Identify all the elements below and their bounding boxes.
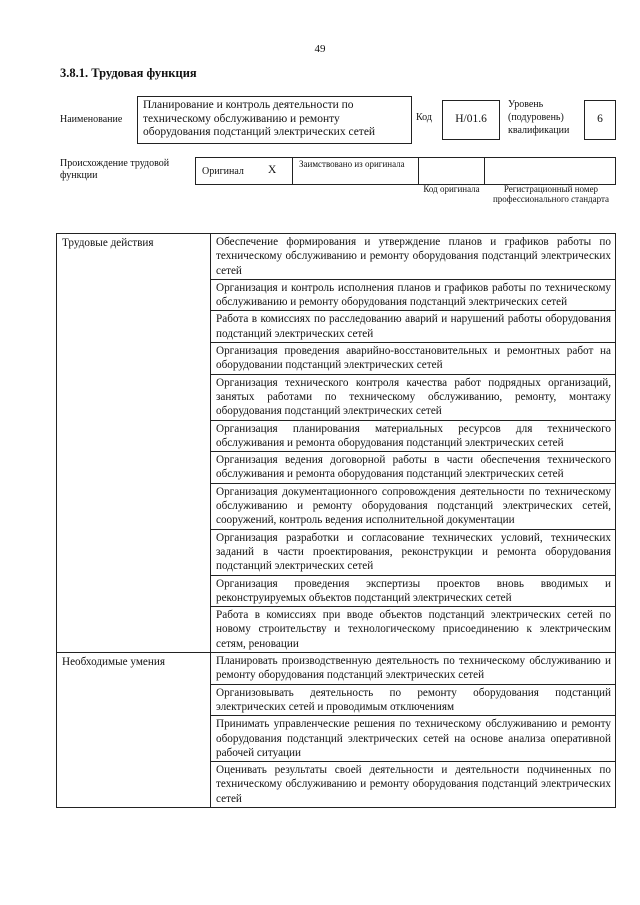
level-box [584, 100, 616, 140]
table-row [57, 653, 616, 685]
item-cell: Организация документационного сопровождения деятельности по техническому обслуживанию и ремонту оборудования подстанций электрических сетей, сооружений, контроль ведения исполнительной документации [211, 483, 616, 529]
borrowed-cell [292, 157, 419, 185]
item-cell: Оценивать результаты своей деятельности и деятельности подчиненных по техническому обслуживанию и ремонту оборудования подстанций электрических сетей [211, 762, 616, 808]
item-cell: Организовывать деятельность по ремонту оборудования подстанций электрических сетей и проводимым отключениям [211, 684, 616, 716]
section-title: 3.8.1. Трудовая функция [60, 66, 197, 80]
item-cell: Организация проведения экспертизы проектов вновь вводимых и реконструируемых объектов подстанций электрических сетей [211, 575, 616, 607]
original-cell [195, 157, 293, 185]
code-label: Код [416, 112, 432, 123]
item-cell: Принимать управленческие решения по техническому обслуживанию и ремонту оборудования подстанций электрических сетей на основе анализа оперативной рабочей ситуации [211, 716, 616, 762]
labor-function-table [56, 233, 616, 808]
origin-label: Происхождение трудовой функции [60, 158, 170, 181]
item-cell: Организация и контроль исполнения планов и графиков работы по техническому обслуживанию и ремонту оборудования подстанций электрических сетей [211, 279, 616, 311]
original-label: Оригинал [202, 166, 244, 177]
table-row [57, 234, 616, 280]
reg-number-cell [484, 157, 616, 185]
borrowed-label: Заимствовано из оригинала [299, 159, 405, 169]
item-cell: Организация технического контроля качества работ подрядных организаций, занятых работами по техническому обслуживанию, ремонту, монтажу оборудования подстанций электрических сетей [211, 374, 616, 420]
code-value: H/01.6 [455, 113, 487, 126]
category-cell: Трудовые действия [57, 234, 211, 653]
code-original-cell [418, 157, 485, 185]
code-original-caption: Код оригинала [423, 184, 480, 194]
level-value: 6 [597, 113, 603, 126]
reg-number-caption: Регистрационный номер профессионального стандарта [492, 184, 610, 205]
function-name-box [137, 96, 412, 144]
item-cell: Организация планирования материальных ресурсов для технического обслуживания и ремонта оборудования подстанций электрических сетей [211, 420, 616, 452]
item-cell: Организация проведения аварийно-восстановительных и ремонтных работ на оборудовании подстанций электрических сетей [211, 343, 616, 375]
function-name-value: Планирование и контроль деятельности по техническому обслуживанию и ремонту оборудования подстанций электрических сетей [143, 99, 376, 139]
level-label: Уровень (подуровень) квалификации [508, 99, 570, 136]
item-cell: Обеспечение формирования и утверждение планов и графиков работы по техническому обслуживанию и ремонту оборудования подстанций электрических сетей [211, 234, 616, 280]
category-cell: Необходимые умения [57, 653, 211, 808]
item-cell: Работа в комиссиях по расследованию аварий и нарушений работы оборудования подстанций электрических сетей [211, 311, 616, 343]
item-cell: Организация разработки и согласование технических условий, технических заданий в части проектирования, реконструкции и ремонта оборудования подстанций электрических сетей [211, 529, 616, 575]
page-number: 49 [314, 43, 326, 55]
item-cell: Планировать производственную деятельность по техническому обслуживанию и ремонту оборудования подстанций электрических сетей [211, 653, 616, 685]
code-box [442, 100, 500, 140]
name-label: Наименование [60, 114, 123, 125]
original-mark: X [268, 164, 277, 176]
item-cell: Организация ведения договорной работы в части обеспечения технического обслуживания и ремонта оборудования подстанций электрических сетей [211, 452, 616, 484]
item-cell: Работа в комиссиях при вводе объектов подстанций электрических сетей по новому строительству и технологическому присоединению к электрическим сетям, реновации [211, 607, 616, 653]
